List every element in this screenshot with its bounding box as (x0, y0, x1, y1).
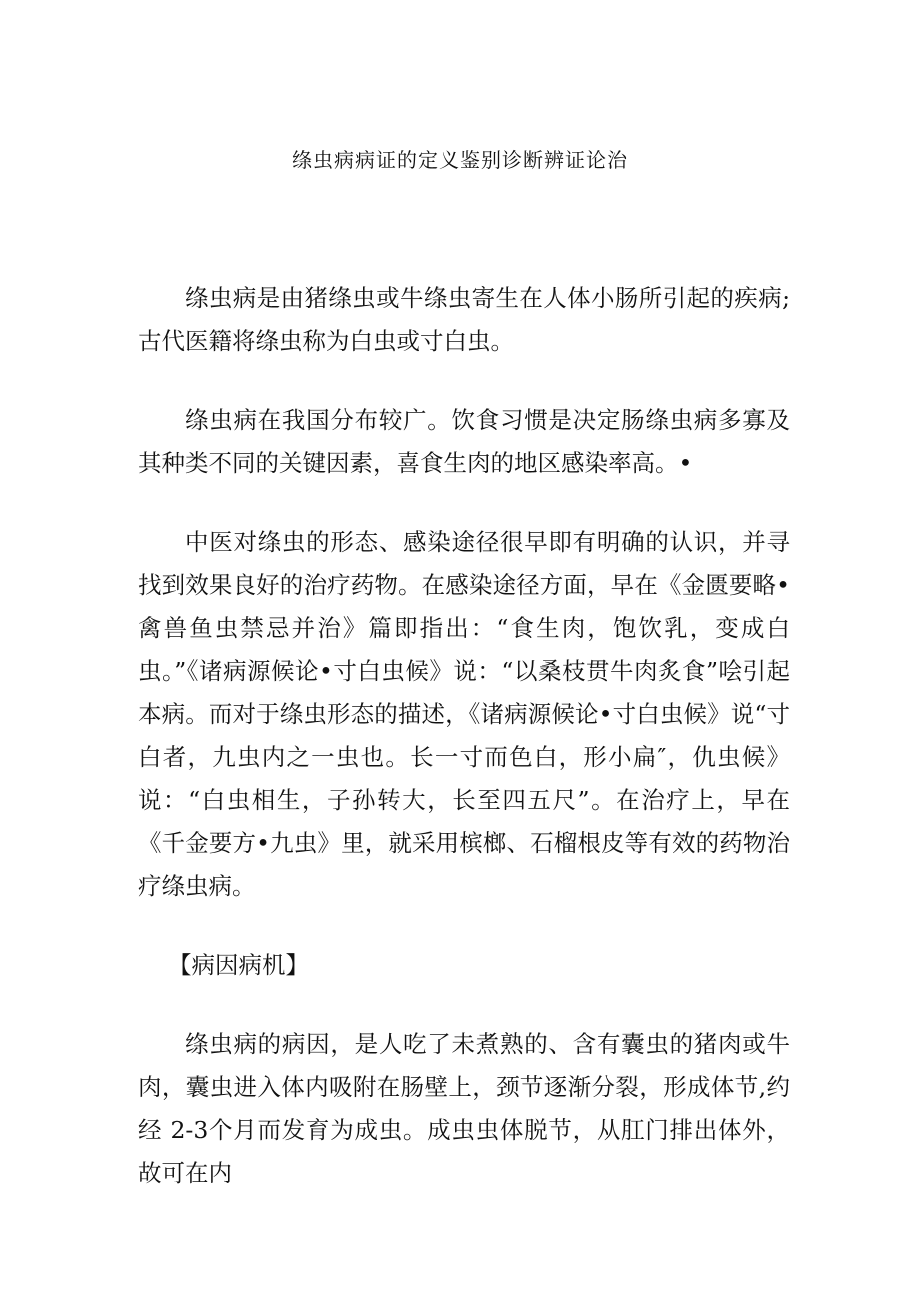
document-title: 绦虫病病证的定义鉴别诊断辨证论治 (292, 148, 628, 172)
document-body (138, 277, 790, 1231)
paragraph-distribution: 绦虫病在我国分布较广。饮食习惯是决定肠绦虫病多寡及其种类不同的关键因素，喜食生肉的地区感染率高。• (138, 406, 790, 477)
paragraph-history: 中医对绦虫的形态、感染途径很早即有明确的认识，并寻找到效果良好的治疗药物。在感染途径方面，早在《金匮要略•禽兽鱼虫禁忌并治》篇即指出：“食生肉，饱饮乳，变成白虫。”《诸病源候论•寸白虫候》说：“以桑枝贯牛肉炙食”哙引起本病。而对于绦虫形态的描述，《诸病源候论•寸白虫候》说“寸白者，九虫内之一虫也。长一寸而色白，形小扁″，仇虫候》说：“白虫相生，子孙转大，长至四五尺”。在治疗上，早在《千金要方•九虫》里，就采用槟榔、石榴根皮等有效的药物治疗绦虫病。 (138, 528, 790, 900)
section-heading-etiology: 【病因病机】 (168, 951, 309, 979)
paragraph-definition: 绦虫病是由猪绦虫或牛绦虫寄生在人体小肠所引起的疾病;古代医籍将绦虫称为白虫或寸白虫。 (138, 284, 790, 355)
paragraph-etiology: 绦虫病的病因，是人吃了未煮熟的、含有囊虫的猪肉或牛肉，囊虫进入体内吸附在肠壁上，颈节逐渐分裂，形成体节,约经 2-3个月而发育为成虫。成虫虫体脱节，从肛门排出体外，故可在内 (138, 1030, 790, 1187)
